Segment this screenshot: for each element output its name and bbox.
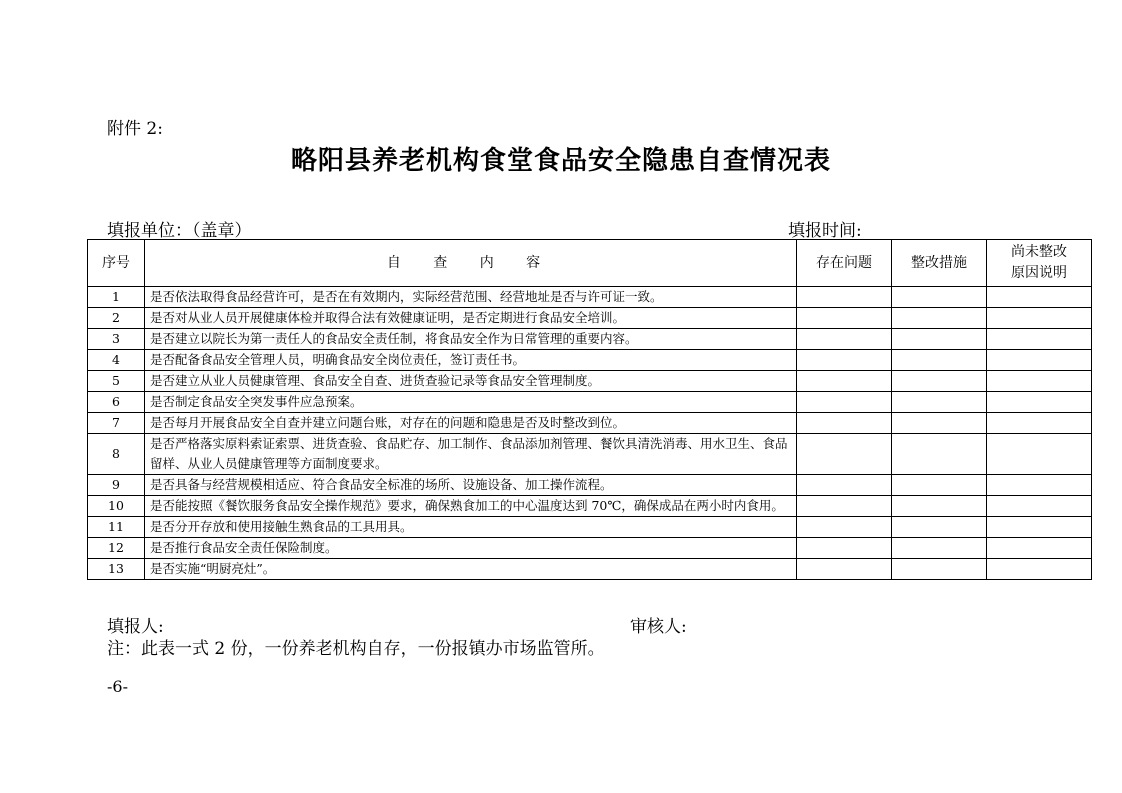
row-number: 5 [88,371,145,392]
row-content: 是否制定食品安全突发事件应急预案。 [145,392,797,413]
row-content: 是否能按照《餐饮服务食品安全操作规范》要求，确保熟食加工的中心温度达到 70℃，确保成品在两小时内食用。 [145,496,797,517]
table-row [88,538,1092,559]
reason-cell [987,392,1092,413]
problem-cell [797,371,892,392]
measure-cell [892,434,987,475]
measure-cell [892,308,987,329]
header-content [145,240,797,287]
measure-cell [892,371,987,392]
measure-cell [892,517,987,538]
measure-cell [892,350,987,371]
problem-cell [797,329,892,350]
header-reason-line1: 尚未整改 [1011,244,1067,260]
header-content-text: 自 查 内 容 [386,254,555,271]
table-row [88,496,1092,517]
fill-time-label: 填报时间: [788,221,862,241]
row-content: 是否推行食品安全责任保险制度。 [145,538,797,559]
row-number: 2 [88,308,145,329]
reason-cell [987,517,1092,538]
measure-cell [892,559,987,580]
row-content: 是否严格落实原料索证索票、进货查验、食品贮存、加工制作、食品添加剂管理、餐饮具清洗消毒、用水卫生、食品留样、从业人员健康管理等方面制度要求。 [145,434,797,475]
reason-cell [987,308,1092,329]
table-row [88,287,1092,308]
measure-cell [892,413,987,434]
page-number: -6- [107,677,128,696]
row-content: 是否建立从业人员健康管理、食品安全自查、进货查验记录等食品安全管理制度。 [145,371,797,392]
row-number: 9 [88,475,145,496]
row-number: 7 [88,413,145,434]
table-row [88,517,1092,538]
reason-cell [987,475,1092,496]
row-content: 是否具备与经营规模相适应、符合食品安全标准的场所、设施设备、加工操作流程。 [145,475,797,496]
problem-cell [797,538,892,559]
row-number: 11 [88,517,145,538]
problem-cell [797,287,892,308]
problem-cell [797,434,892,475]
problem-cell [797,308,892,329]
measure-cell [892,392,987,413]
problem-cell [797,350,892,371]
row-content: 是否每月开展食品安全自查并建立问题台账，对存在的问题和隐患是否及时整改到位。 [145,413,797,434]
header-measure: 整改措施 [892,240,987,287]
self-check-table [87,239,1092,580]
row-number: 1 [88,287,145,308]
measure-cell [892,475,987,496]
reason-cell [987,559,1092,580]
row-number: 13 [88,559,145,580]
reason-cell [987,350,1092,371]
row-number: 6 [88,392,145,413]
table-row [88,413,1092,434]
row-content: 是否建立以院长为第一责任人的食品安全责任制，将食品安全作为日常管理的重要内容。 [145,329,797,350]
header-reason [987,240,1092,287]
reason-cell [987,413,1092,434]
measure-cell [892,287,987,308]
row-number: 8 [88,434,145,475]
note-text: 注：此表一式 2 份，一份养老机构自存，一份报镇办市场监管所。 [107,639,605,659]
table-row [88,308,1092,329]
problem-cell [797,413,892,434]
row-content: 是否依法取得食品经营许可，是否在有效期内，实际经营范围、经营地址是否与许可证一致。 [145,287,797,308]
row-content: 是否实施“明厨亮灶”。 [145,559,797,580]
table-row [88,371,1092,392]
table-header-row [88,240,1092,287]
row-number: 4 [88,350,145,371]
table-row [88,434,1092,475]
table-row [88,350,1092,371]
reason-cell [987,371,1092,392]
problem-cell [797,517,892,538]
problem-cell [797,475,892,496]
table-row [88,559,1092,580]
problem-cell [797,559,892,580]
reason-cell [987,329,1092,350]
table-row [88,329,1092,350]
table-row [88,475,1092,496]
row-content: 是否分开存放和使用接触生熟食品的工具用具。 [145,517,797,538]
reason-cell [987,434,1092,475]
header-problem: 存在问题 [797,240,892,287]
header-no: 序号 [88,240,145,287]
attachment-label: 附件 2: [107,119,163,139]
row-number: 3 [88,329,145,350]
row-content: 是否对从业人员开展健康体检并取得合法有效健康证明，是否定期进行食品安全培训。 [145,308,797,329]
problem-cell [797,392,892,413]
fill-unit-label: 填报单位：（盖章） [107,221,252,241]
header-reason-line2: 原因说明 [1011,265,1067,281]
reason-cell [987,496,1092,517]
measure-cell [892,496,987,517]
page-title: 略阳县养老机构食堂食品安全隐患自查情况表 [290,146,831,176]
row-content: 是否配备食品安全管理人员，明确食品安全岗位责任，签订责任书。 [145,350,797,371]
row-number: 12 [88,538,145,559]
reason-cell [987,287,1092,308]
signer-label: 填报人: [107,617,164,637]
table-row [88,392,1092,413]
measure-cell [892,538,987,559]
reason-cell [987,538,1092,559]
row-number: 10 [88,496,145,517]
measure-cell [892,329,987,350]
problem-cell [797,496,892,517]
reviewer-label: 审核人: [630,617,687,637]
